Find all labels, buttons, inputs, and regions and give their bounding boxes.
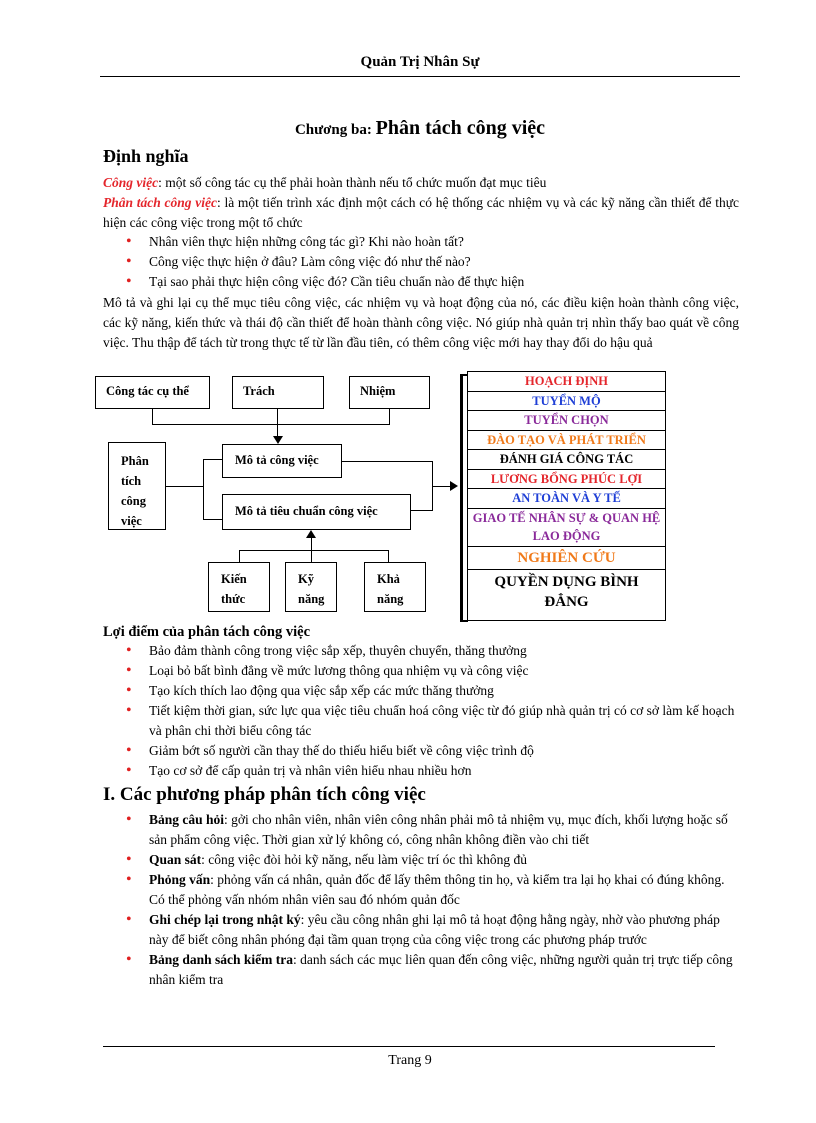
connector [203, 519, 223, 520]
connector [311, 537, 312, 550]
method-text: : yêu cầu công nhân ghi lại mô tả hoạt động hằng ngày, nhờ vào phương pháp này để biết công nhân phóng đại tầm quan trọng của công việc trong các phương pháp trước [149, 912, 720, 947]
function-row: ĐÁNH GIÁ CÔNG TÁC [468, 450, 665, 470]
box-trach: Trách [232, 376, 324, 409]
function-row: NGHIÊN CỨU [468, 547, 665, 570]
page-number: Trang 9 [388, 1053, 432, 1068]
function-row: QUYỀN DỤNG BÌNH ĐẲNG [494, 573, 639, 610]
connector [411, 510, 433, 511]
function-row: TUYỂN MỘ [468, 392, 665, 412]
method-term: Phỏng vấn [149, 872, 211, 887]
connector [239, 550, 240, 562]
left-line: Phân [121, 454, 149, 468]
function-row: HOẠCH ĐỊNH [468, 372, 665, 392]
definition-heading: Định nghĩa [103, 146, 189, 166]
method-text: : danh sách các mục liên quan đến công việc, những người quản trị trực tiếp công nhân kiểm tra [149, 952, 733, 987]
list-item: • Tại sao phải thực hiện công việc đó? Cần tiêu chuẩn nào để thực hiện [124, 272, 724, 292]
hr-functions-table [467, 371, 666, 621]
box-phan-tich [108, 442, 166, 530]
box-mo-ta-tieu-chuan: Mô tả tiêu chuẩn công việc [222, 494, 411, 530]
list-item: • Nhân viên thực hiện những công tác gì? Khi nào hoàn tất? [124, 232, 724, 252]
connector [152, 424, 390, 425]
box-line: Khả [377, 572, 400, 586]
method-term: Ghi chép lại trong nhật ký [149, 912, 301, 927]
connector [311, 550, 312, 562]
cong-viec-term: Công việc [103, 175, 159, 190]
box-cong-tac: Công tác cụ thể [95, 376, 210, 409]
cong-viec-definition [103, 173, 739, 193]
method-term: Bảng câu hỏi [149, 812, 225, 827]
phan-tach-definition [103, 193, 739, 233]
list-item [124, 910, 738, 950]
connector [277, 409, 278, 424]
chapter-prefix: Chương ba [294, 122, 367, 138]
list-item [124, 810, 738, 850]
description-paragraph: Mô tả và ghi lại cụ thể mục tiêu công việc, các nhiệm vụ và hoạt động của nó, các điều kiện hoàn thành công việc, các kỹ năng, kiến thức và thái độ cần thiết để hoàn thành công việc. Nó giúp nhà quản trị nhìn thấy bao quát về công việc. Thu thập để tách từ trong thực tế từ lần đầu tiên, có thêm công việc mới hay thay đổi do hậu quả [103, 295, 739, 350]
function-row: LƯƠNG BỔNG PHÚC LỢI [468, 470, 665, 490]
list-item: • Tạo kích thích lao động qua việc sắp xếp các mức thăng thưởng [124, 681, 736, 701]
connector [342, 461, 433, 462]
chapter-name: Phân tách công việc [375, 117, 546, 139]
box-kien-thuc [208, 562, 270, 612]
left-line: công [121, 494, 146, 508]
phan-tach-text: : là một tiến trình xác định một cách có hệ thống các nhiệm vụ và các kỹ năng cần thiết để thực hiện các công việc trong một tổ chức [103, 195, 739, 230]
methods-heading: I. Các phương pháp phân tích công việc [103, 784, 426, 805]
chapter-title [100, 117, 740, 140]
footer-rule [103, 1046, 715, 1047]
list-item: • Giảm bớt số người cần thay thế do thiếu hiểu biết về công việc trình độ [124, 741, 736, 761]
method-text: : công việc đòi hỏi kỹ năng, nếu làm việc trí óc thì không đủ [201, 852, 527, 867]
benefits-heading: Lợi điểm của phân tách công việc [103, 624, 311, 640]
box-line: Kỹ [298, 572, 314, 586]
function-row: ĐÀO TẠO VÀ PHÁT TRIỂN [468, 431, 665, 451]
list-item: • Công việc thực hiện ở đâu? Làm công việc đó như thế nào? [124, 252, 724, 272]
list-item: • Bảo đảm thành công trong việc sắp xếp, thuyên chuyển, thăng thưởng [124, 641, 736, 661]
connector [203, 459, 223, 460]
function-row: AN TOÀN VÀ Y TẾ [468, 489, 665, 509]
connector [277, 424, 278, 436]
method-term: Quan sát [149, 852, 202, 867]
list-item: • Tiết kiệm thời gian, sức lực qua việc tiêu chuẩn hoá công việc từ đó giúp nhà quản trị có cơ sở làm kế hoạch và phân chi thời biểu công tác [124, 701, 736, 741]
box-kha-nang [364, 562, 426, 612]
box-nhiem: Nhiệm [349, 376, 430, 409]
box-line: Kiến [221, 572, 247, 586]
connector [389, 409, 390, 424]
left-line: tích [121, 474, 142, 488]
list-item: • Loại bỏ bất bình đẳng về mức lương thông qua nhiệm vụ và công việc [124, 661, 736, 681]
running-header: Quản Trị Nhân Sự [360, 54, 480, 70]
chapter-colon: : [366, 122, 376, 138]
list-item [124, 950, 738, 990]
connector [388, 550, 389, 562]
cong-viec-text: : một số công tác cụ thể phải hoàn thành nếu tổ chức muốn đạt mục tiêu [158, 175, 547, 190]
arrow-down-icon [273, 436, 283, 444]
list-item: • Tạo cơ sở để cấp quản trị và nhân viên hiểu nhau nhiều hơn [124, 761, 736, 781]
box-mo-ta-cong-viec: Mô tả công việc [222, 444, 342, 478]
question-list [124, 232, 724, 292]
arrow-right-icon [450, 481, 458, 491]
box-line: năng [377, 592, 404, 606]
methods-list [124, 810, 738, 990]
box-line: năng [298, 592, 325, 606]
method-text: : gởi cho nhân viên, nhân viên công nhân phải mô tả nhiệm vụ, mục đích, khối lượng hoặc số sản phẩm công việc. Thời gian xử lý không có, công nhân không điền vào chi tiết [149, 812, 728, 847]
bracket-bar [460, 374, 463, 622]
list-item [124, 850, 738, 870]
left-line: việc [121, 514, 142, 528]
connector [432, 486, 450, 487]
box-ky-nang [285, 562, 337, 612]
list-item [124, 870, 738, 910]
phan-tach-term: Phân tách công việc [103, 195, 217, 210]
function-row: GIAO TẾ NHÂN SỰ & QUAN HỆ LAO ĐỘNG [468, 509, 665, 547]
benefits-list [124, 641, 736, 781]
function-row: TUYỂN CHỌN [468, 411, 665, 431]
connector [152, 409, 153, 424]
connector [166, 486, 204, 487]
method-text: : phỏng vấn cá nhân, quản đốc để lấy thêm thông tin họ, và kiểm tra lại họ khai có đúng không. Có thể phỏng vấn nhóm nhân viên sau đó nhóm quản đốc [149, 872, 725, 907]
method-term: Bảng danh sách kiểm tra [149, 952, 294, 967]
connector [239, 550, 389, 551]
box-line: thức [221, 592, 246, 606]
header-rule [100, 76, 740, 77]
connector [203, 459, 204, 520]
